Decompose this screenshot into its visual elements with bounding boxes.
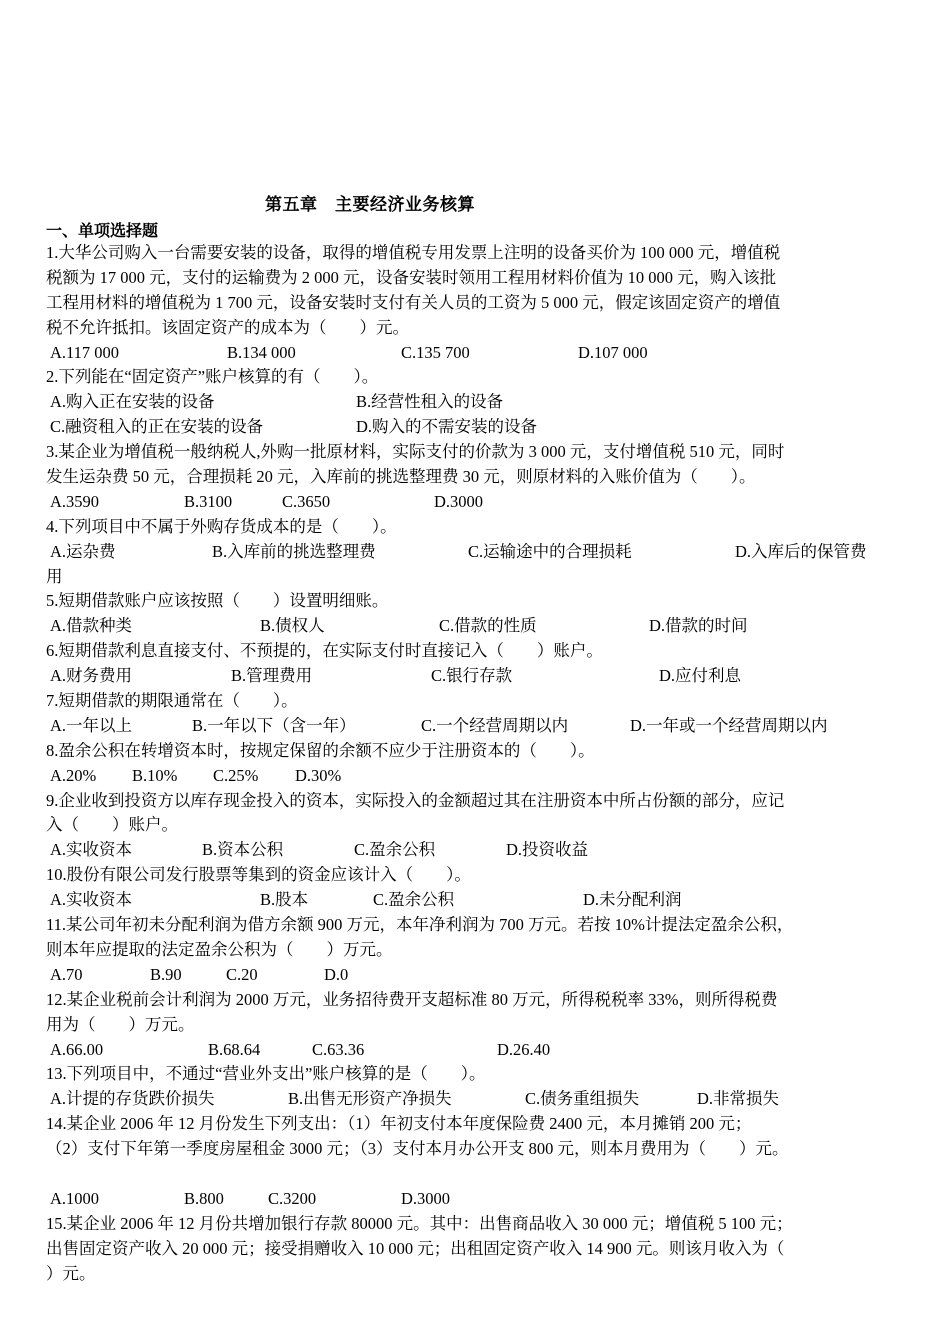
question-14 bbox=[46, 1112, 906, 1212]
question-10 bbox=[46, 863, 906, 913]
option-c: C.3650 bbox=[282, 491, 331, 511]
option-row bbox=[46, 1187, 906, 1212]
question-15 bbox=[46, 1212, 906, 1287]
option-c: C.63.36 bbox=[312, 1039, 365, 1059]
option-a: A.70 bbox=[50, 964, 83, 984]
option-c: C.一个经营周期以内 bbox=[421, 715, 569, 735]
option-row bbox=[46, 341, 906, 366]
option-row bbox=[46, 415, 906, 440]
option-c: C.运输途中的合理损耗 bbox=[468, 541, 632, 561]
option-b: B.一年以下（含一年） bbox=[192, 715, 356, 735]
question-3 bbox=[46, 440, 906, 515]
option-c: C.3200 bbox=[268, 1188, 317, 1208]
question-2 bbox=[46, 365, 906, 440]
question-6 bbox=[46, 639, 906, 689]
option-d: D.应付利息 bbox=[659, 666, 742, 686]
question-text: 13.下列项目中，不通过“营业外支出”账户核算的是（ ）。 bbox=[46, 1064, 486, 1084]
option-d: D.一年或一个经营周期以内 bbox=[630, 715, 828, 735]
option-wrap: 用 bbox=[46, 566, 63, 586]
option-a: A.实收资本 bbox=[50, 890, 133, 910]
option-b: B.134 000 bbox=[227, 342, 296, 362]
option-c: C.20 bbox=[226, 964, 258, 984]
option-b: B.出售无形资产净损失 bbox=[288, 1089, 452, 1109]
option-row bbox=[46, 490, 906, 515]
option-d: D.借款的时间 bbox=[649, 616, 748, 636]
option-b: B.债权人 bbox=[260, 616, 325, 636]
question-9 bbox=[46, 789, 906, 864]
option-d: D.未分配利润 bbox=[583, 890, 682, 910]
option-b: B.90 bbox=[150, 964, 182, 984]
question-text: 则本年应提取的法定盈余公积为（ ）万元。 bbox=[46, 939, 393, 959]
question-12 bbox=[46, 988, 906, 1063]
question-text: （2）支付下年第一季度房屋租金 3000 元；（3）支付本月办公开支 800 元，则本月费用为（ ）元。 bbox=[46, 1139, 789, 1159]
option-d: D.107 000 bbox=[578, 342, 648, 362]
question-1 bbox=[46, 241, 906, 365]
chapter-title: 第五章 主要经济业务核算 bbox=[265, 195, 475, 215]
question-text: 税额为 17 000 元，支付的运输费为 2 000 元，设备安装时领用工程用材料价值为 10 000 元，购入该批 bbox=[46, 267, 777, 287]
option-a: A.3590 bbox=[50, 491, 100, 511]
question-text: 1.大华公司购入一台需要安装的设备，取得的增值税专用发票上注明的设备买价为 100 000 元，增值税 bbox=[46, 243, 781, 262]
option-c: C.债务重组损失 bbox=[525, 1089, 640, 1109]
question-5 bbox=[46, 589, 906, 639]
option-b: B.68.64 bbox=[208, 1039, 261, 1059]
question-text: 8.盈余公积在转增资本时，按规定保留的余额不应少于注册资本的（ ）。 bbox=[46, 740, 595, 760]
question-text: 10.股份有限公司发行股票等集到的资金应该计入（ ）。 bbox=[46, 865, 471, 885]
question-11 bbox=[46, 913, 906, 988]
option-d: D.非常损失 bbox=[697, 1089, 780, 1109]
option-d: D.30% bbox=[295, 765, 342, 785]
question-text: 4.下列项目中不属于外购存货成本的是（ ）。 bbox=[46, 516, 397, 536]
question-text: 3.某企业为增值税一般纳税人,外购一批原材料，实际支付的价款为 3 000 元，支付增值税 510 元，同时 bbox=[46, 442, 785, 462]
option-b: B.股本 bbox=[260, 890, 309, 910]
question-text: 出售固定资产收入 20 000 元；接受捐赠收入 10 000 元；出租固定资产收入 14 900 元。则该月收入为（ bbox=[46, 1238, 785, 1258]
option-d: D.26.40 bbox=[497, 1039, 551, 1059]
option-c: C.25% bbox=[213, 765, 259, 785]
option-c: C.融资租入的正在安装的设备 bbox=[50, 417, 264, 437]
option-row bbox=[46, 888, 906, 913]
option-a: A.运杂费 bbox=[50, 541, 116, 561]
option-a: A.20% bbox=[50, 765, 97, 785]
question-text: 14.某企业 2006 年 12 月份发生下列支出：（1）年初支付本年度保险费 2400 元，本月摊销 200 元； bbox=[46, 1114, 752, 1134]
option-d: D.3000 bbox=[401, 1188, 451, 1208]
option-a: A.一年以上 bbox=[50, 715, 133, 735]
option-c: C.银行存款 bbox=[431, 666, 513, 686]
option-c: C.借款的性质 bbox=[439, 616, 537, 636]
option-row bbox=[46, 1038, 906, 1063]
question-text: 入（ ）账户。 bbox=[46, 815, 178, 835]
question-text: ）元。 bbox=[46, 1263, 96, 1283]
question-text: 7.短期借款的期限通常在（ ）。 bbox=[46, 691, 298, 711]
option-row bbox=[46, 963, 906, 988]
blank-line bbox=[46, 1162, 906, 1187]
option-b: B.管理费用 bbox=[231, 666, 313, 686]
question-4 bbox=[46, 515, 906, 590]
option-row bbox=[46, 664, 906, 689]
option-a: A.财务费用 bbox=[50, 666, 133, 686]
question-text: 2.下列能在“固定资产”账户核算的有（ ）。 bbox=[46, 367, 379, 387]
option-row bbox=[46, 614, 906, 639]
question-list bbox=[46, 241, 906, 1286]
question-text: 发生运杂费 50 元，合理损耗 20 元，入库前的挑选整理费 30 元，则原材料的入账价值为（ ）。 bbox=[46, 467, 756, 487]
option-row bbox=[46, 540, 906, 565]
option-c: C.盈余公积 bbox=[354, 840, 436, 860]
option-c: C.135 700 bbox=[401, 342, 470, 362]
question-text: 用为（ ）万元。 bbox=[46, 1014, 195, 1034]
option-row bbox=[46, 1087, 906, 1112]
question-text: 5.短期借款账户应该按照（ ）设置明细账。 bbox=[46, 591, 389, 611]
option-c: C.盈余公积 bbox=[373, 890, 455, 910]
option-a: A.117 000 bbox=[50, 342, 120, 362]
question-7 bbox=[46, 689, 906, 739]
option-d: D.购入的不需安装的设备 bbox=[356, 417, 538, 437]
option-a: A.66.00 bbox=[50, 1039, 104, 1059]
question-13 bbox=[46, 1062, 906, 1112]
option-b: B.10% bbox=[132, 765, 178, 785]
question-8 bbox=[46, 739, 906, 789]
option-b: B.入库前的挑选整理费 bbox=[212, 541, 376, 561]
option-a: A.借款种类 bbox=[50, 616, 133, 636]
option-d: D.入库后的保管费 bbox=[735, 541, 867, 561]
option-b: B.资本公积 bbox=[202, 840, 284, 860]
option-a: A.购入正在安装的设备 bbox=[50, 392, 215, 412]
option-d: D.0 bbox=[324, 964, 349, 984]
question-text: 税不允许抵扣。该固定资产的成本为（ ）元。 bbox=[46, 317, 409, 337]
option-d: D.3000 bbox=[434, 491, 484, 511]
section-heading: 一、单项选择题 bbox=[46, 221, 159, 240]
option-row bbox=[46, 764, 906, 789]
question-text: 11.某公司年初未分配利润为借方余额 900 万元，本年净利润为 700 万元。若按 10%计提法定盈余公积， bbox=[46, 915, 794, 935]
option-a: A.实收资本 bbox=[50, 840, 133, 860]
option-b: B.经营性租入的设备 bbox=[356, 392, 504, 412]
question-text: 工程用材料的增值税为 1 700 元，设备安装时支付有关人员的工资为 5 000 元，假定该固定资产的增值 bbox=[46, 292, 781, 312]
option-row bbox=[46, 390, 906, 415]
option-a: A.计提的存货跌价损失 bbox=[50, 1089, 215, 1109]
question-text: 12.某企业税前会计利润为 2000 万元，业务招待费开支超标准 80 万元，所得税税率 33%，则所得税费 bbox=[46, 989, 778, 1009]
option-b: B.3100 bbox=[184, 491, 233, 511]
option-a: A.1000 bbox=[50, 1188, 100, 1208]
option-b: B.800 bbox=[184, 1188, 224, 1208]
question-text: 6.短期借款利息直接支付、不预提的，在实际支付时直接记入（ ）账户。 bbox=[46, 641, 603, 661]
option-row bbox=[46, 838, 906, 863]
question-text: 15.某企业 2006 年 12 月份共增加银行存款 80000 元。其中：出售商品收入 30 000 元；增值税 5 100 元； bbox=[46, 1213, 793, 1233]
option-d: D.投资收益 bbox=[506, 840, 589, 860]
question-text: 9.企业收到投资方以库存现金投入的资本，实际投入的金额超过其在注册资本中所占份额的部分，应记 bbox=[46, 790, 785, 810]
option-row bbox=[46, 714, 906, 739]
